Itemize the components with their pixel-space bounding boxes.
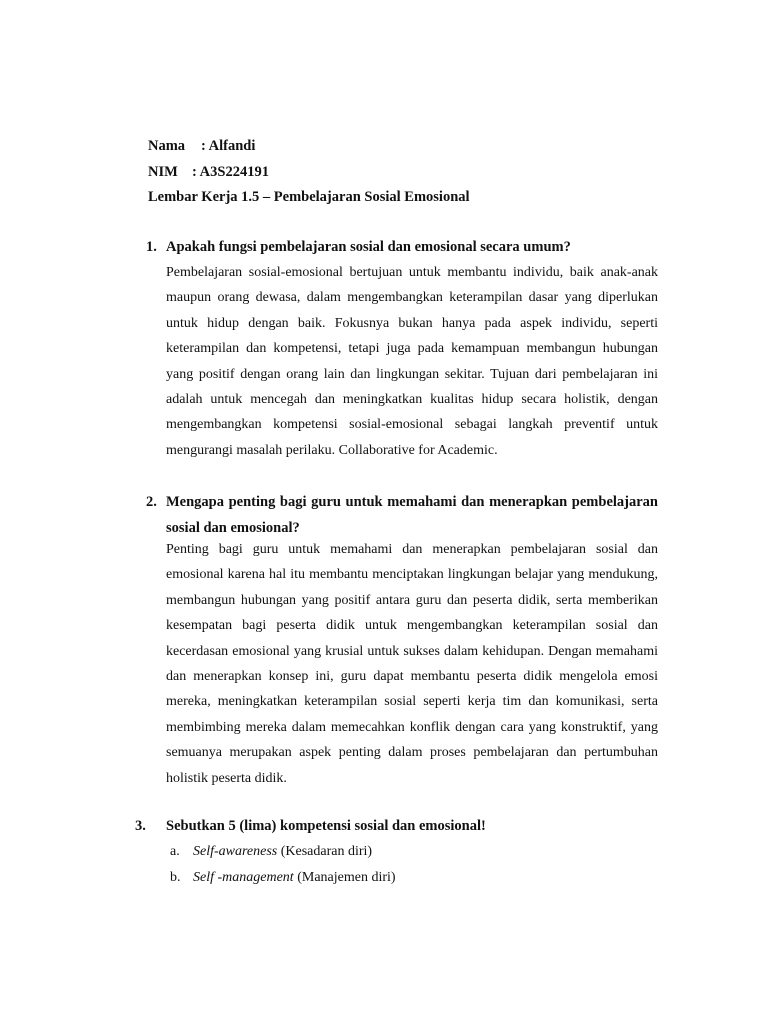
list-item-gloss: (Manajemen diri) [293,870,396,885]
question-text: Sebutkan 5 (lima) kompetensi sosial dan emosional! [166,818,486,834]
question-number: 3. [135,818,146,834]
name-label: Nama [148,138,186,154]
list-item-term: Self-awareness [193,844,278,859]
list-item-gloss: (Kesadaran diri) [277,844,373,859]
worksheet-title: Lembar Kerja 1.5 – Pembelajaran Sosial Emosional [148,189,470,205]
list-item-term: Self -management [193,870,294,885]
answer-1: Pembelajaran sosial-emosional bertujuan untuk membantu individu, baik anak-anak maupun orang dewasa, dalam mengembangkan keterampilan dasar yang diperlukan untuk hidup dengan baik. Fokusnya bukan hanya pada aspek individu, seperti keterampilan dan kompetensi, tetapi juga pada kemampuan membangun hubungan yang positif dengan orang lain dan lingkungan sekitar. Tujuan dari pembelajaran ini adalah untuk mencegah dan meningkatkan kualitas hidup secara holistik, dengan mengembangkan kompetensi sosial-emosional sebagai langkah preventif untuk mengurangi masalah perilaku. Collaborative for Academic. [166,265,658,458]
list-item [170,843,372,861]
answer-2: Penting bagi guru untuk memahami dan menerapkan pembelajaran sosial dan emosional karena hal itu membantu menciptakan lingkungan belajar yang mendukung, membangun hubungan yang positif antara guru dan peserta didik, serta memberikan kesempatan bagi peserta didik untuk mengembangkan keterampilan sosial dan kecerdasan emosional yang krusial untuk sukses dalam kehidupan. Dengan memahami dan menerapkan konsep ini, guru dapat membantu peserta didik mengelola emosi mereka, meningkatkan keterampilan sosial seperti kerja tim dan komunikasi, serta membimbing mereka dalam memecahkan konflik dengan cara yang konstruktif, yang semuanya merupakan aspek penting dalam proses pembelajaran dan pertumbuhan holistik peserta didik. [166,542,658,786]
nim-value: : A3S224191 [192,164,269,180]
nim-line [148,163,269,181]
question-text: Apakah fungsi pembelajaran sosial dan emosional secara umum? [166,239,571,255]
question-number: 1. [146,239,157,255]
nim-label: NIM [148,164,178,180]
question-number: 2. [146,494,157,510]
name-value: : Alfandi [201,138,256,154]
name-line [148,137,255,155]
list-item-letter: b. [170,870,181,885]
question-3 [135,817,647,835]
question-2 [146,489,658,541]
list-item-letter: a. [170,844,180,859]
question-1 [146,238,658,256]
question-text: Mengapa penting bagi guru untuk memahami dan menerapkan pembelajaran sosial dan emosional? [166,494,658,536]
list-item [170,869,396,887]
